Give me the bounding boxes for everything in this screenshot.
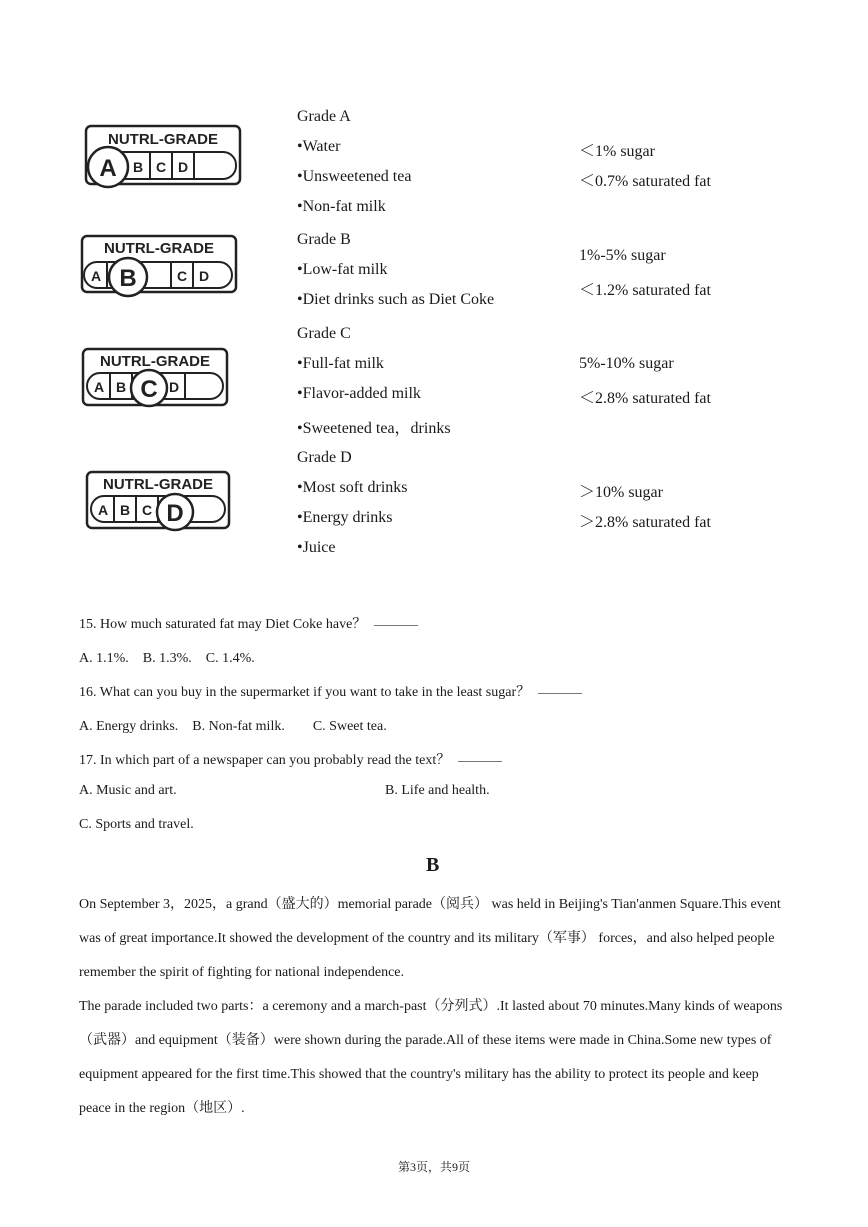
- svg-text:B: B: [115, 379, 127, 395]
- svg-text:C: C: [176, 268, 188, 284]
- question-17-option-a: A. Music and art.: [79, 783, 177, 798]
- question-15-stem: 15. How much saturated fat may Diet Coke have？: [79, 617, 367, 632]
- grade-d-item-2: •Energy drinks: [297, 509, 393, 526]
- question-17-option-b: B. Life and health.: [385, 783, 490, 798]
- svg-text:B: B: [119, 502, 131, 518]
- svg-text:NUTRL-GRADE: NUTRL-GRADE: [104, 240, 214, 257]
- grade-b-item-1: •Low-fat milk: [297, 261, 388, 278]
- grade-b-title: Grade B: [297, 231, 351, 248]
- grade-a-fat-limit: ＜0.7% saturated fat: [579, 173, 711, 190]
- nutrl-grade-logo-d: [83, 468, 243, 540]
- svg-text:C: C: [140, 376, 158, 403]
- answer-blank-16[interactable]: [538, 693, 582, 694]
- svg-text:D: D: [168, 379, 180, 395]
- grade-a-title: Grade A: [297, 108, 351, 125]
- grade-c-fat-limit: ＜2.8% saturated fat: [579, 390, 711, 407]
- grade-c-item-1: •Full-fat milk: [297, 355, 384, 372]
- nutrl-grade-logo-a: [82, 122, 242, 194]
- answer-blank-15[interactable]: [374, 625, 418, 626]
- passage-paragraph-2: The parade included two parts：a ceremony and a march-past（分列式）.It lasted about 70 minutes.Many kinds of weapons（武器）and equipment（装备）were shown during the parade.All of these items were made in China.Some new types of equipment appeared for the first time.This showed that the country's military has the ability to protect its people and keep peace in the region（地区）.: [79, 999, 783, 1116]
- svg-text:A: A: [99, 155, 117, 182]
- section-b-heading: B: [426, 854, 440, 876]
- svg-text:C: C: [155, 159, 167, 175]
- svg-text:B: B: [132, 159, 144, 175]
- grade-a-sugar-limit: ＜1% sugar: [579, 143, 655, 160]
- svg-text:A: A: [90, 268, 102, 284]
- logo-b-svg: [78, 232, 238, 304]
- grade-d-fat-limit: ＞2.8% saturated fat: [579, 514, 711, 531]
- logo-c-svg: [79, 345, 239, 417]
- grade-a-item-1: •Water: [297, 138, 341, 155]
- grade-b-sugar-limit: 1%-5% sugar: [579, 247, 666, 264]
- answer-blank-17[interactable]: [458, 761, 502, 762]
- svg-text:A: A: [93, 379, 105, 395]
- svg-text:D: D: [177, 159, 189, 175]
- grade-c-item-3: •Sweetened tea，drinks: [297, 420, 451, 437]
- grade-d-item-1: •Most soft drinks: [297, 479, 408, 496]
- question-16-stem: 16. What can you buy in the supermarket if you want to take in the least sugar？: [79, 685, 531, 700]
- logo-d-svg: [83, 468, 243, 540]
- grade-d-sugar-limit: ＞10% sugar: [579, 484, 663, 501]
- nutrl-grade-logo-c: [79, 345, 239, 417]
- passage-paragraph-1: On September 3，2025，a grand（盛大的）memorial parade（阅兵） was held in Beijing's Tian'anmen Square.This event was of great importance.It showed the development of the country and its military（军事） forces，and also helped people remember the spirit of fighting for national independence.: [79, 897, 781, 980]
- grade-d-title: Grade D: [297, 449, 352, 466]
- grade-b-item-2: •Diet drinks such as Diet Coke: [297, 291, 495, 308]
- grade-a-item-2: •Unsweetened tea: [297, 168, 412, 185]
- svg-text:C: C: [141, 502, 153, 518]
- grade-b-fat-limit: ＜1.2% saturated fat: [579, 282, 711, 299]
- svg-text:NUTRL-GRADE: NUTRL-GRADE: [100, 353, 210, 370]
- grade-c-sugar-limit: 5%-10% sugar: [579, 355, 674, 372]
- question-17: [79, 749, 502, 769]
- grade-a-item-3: •Non-fat milk: [297, 198, 386, 215]
- grade-c-title: Grade C: [297, 325, 351, 342]
- svg-text:NUTRL-GRADE: NUTRL-GRADE: [103, 476, 213, 493]
- logo-a-svg: [82, 122, 242, 194]
- grade-c-item-2: •Flavor-added milk: [297, 385, 421, 402]
- question-15-options: A. 1.1%. B. 1.3%. C. 1.4%.: [79, 651, 255, 666]
- nutrl-grade-logo-b: [78, 232, 238, 304]
- question-17-option-c: C. Sports and travel.: [79, 817, 194, 832]
- question-17-stem: 17. In which part of a newspaper can you probably read the text？: [79, 753, 451, 768]
- question-16-options: A. Energy drinks. B. Non-fat milk. C. Sweet tea.: [79, 719, 387, 734]
- question-16: [79, 681, 582, 701]
- svg-text:D: D: [166, 500, 184, 527]
- grade-d-item-3: •Juice: [297, 539, 336, 556]
- page-footer: 第3页，共9页: [397, 1160, 470, 1174]
- logo-a-title: NUTRL-GRADE: [108, 131, 218, 148]
- svg-text:A: A: [97, 502, 109, 518]
- svg-text:B: B: [119, 265, 137, 292]
- question-15: [79, 613, 418, 633]
- svg-text:D: D: [198, 268, 210, 284]
